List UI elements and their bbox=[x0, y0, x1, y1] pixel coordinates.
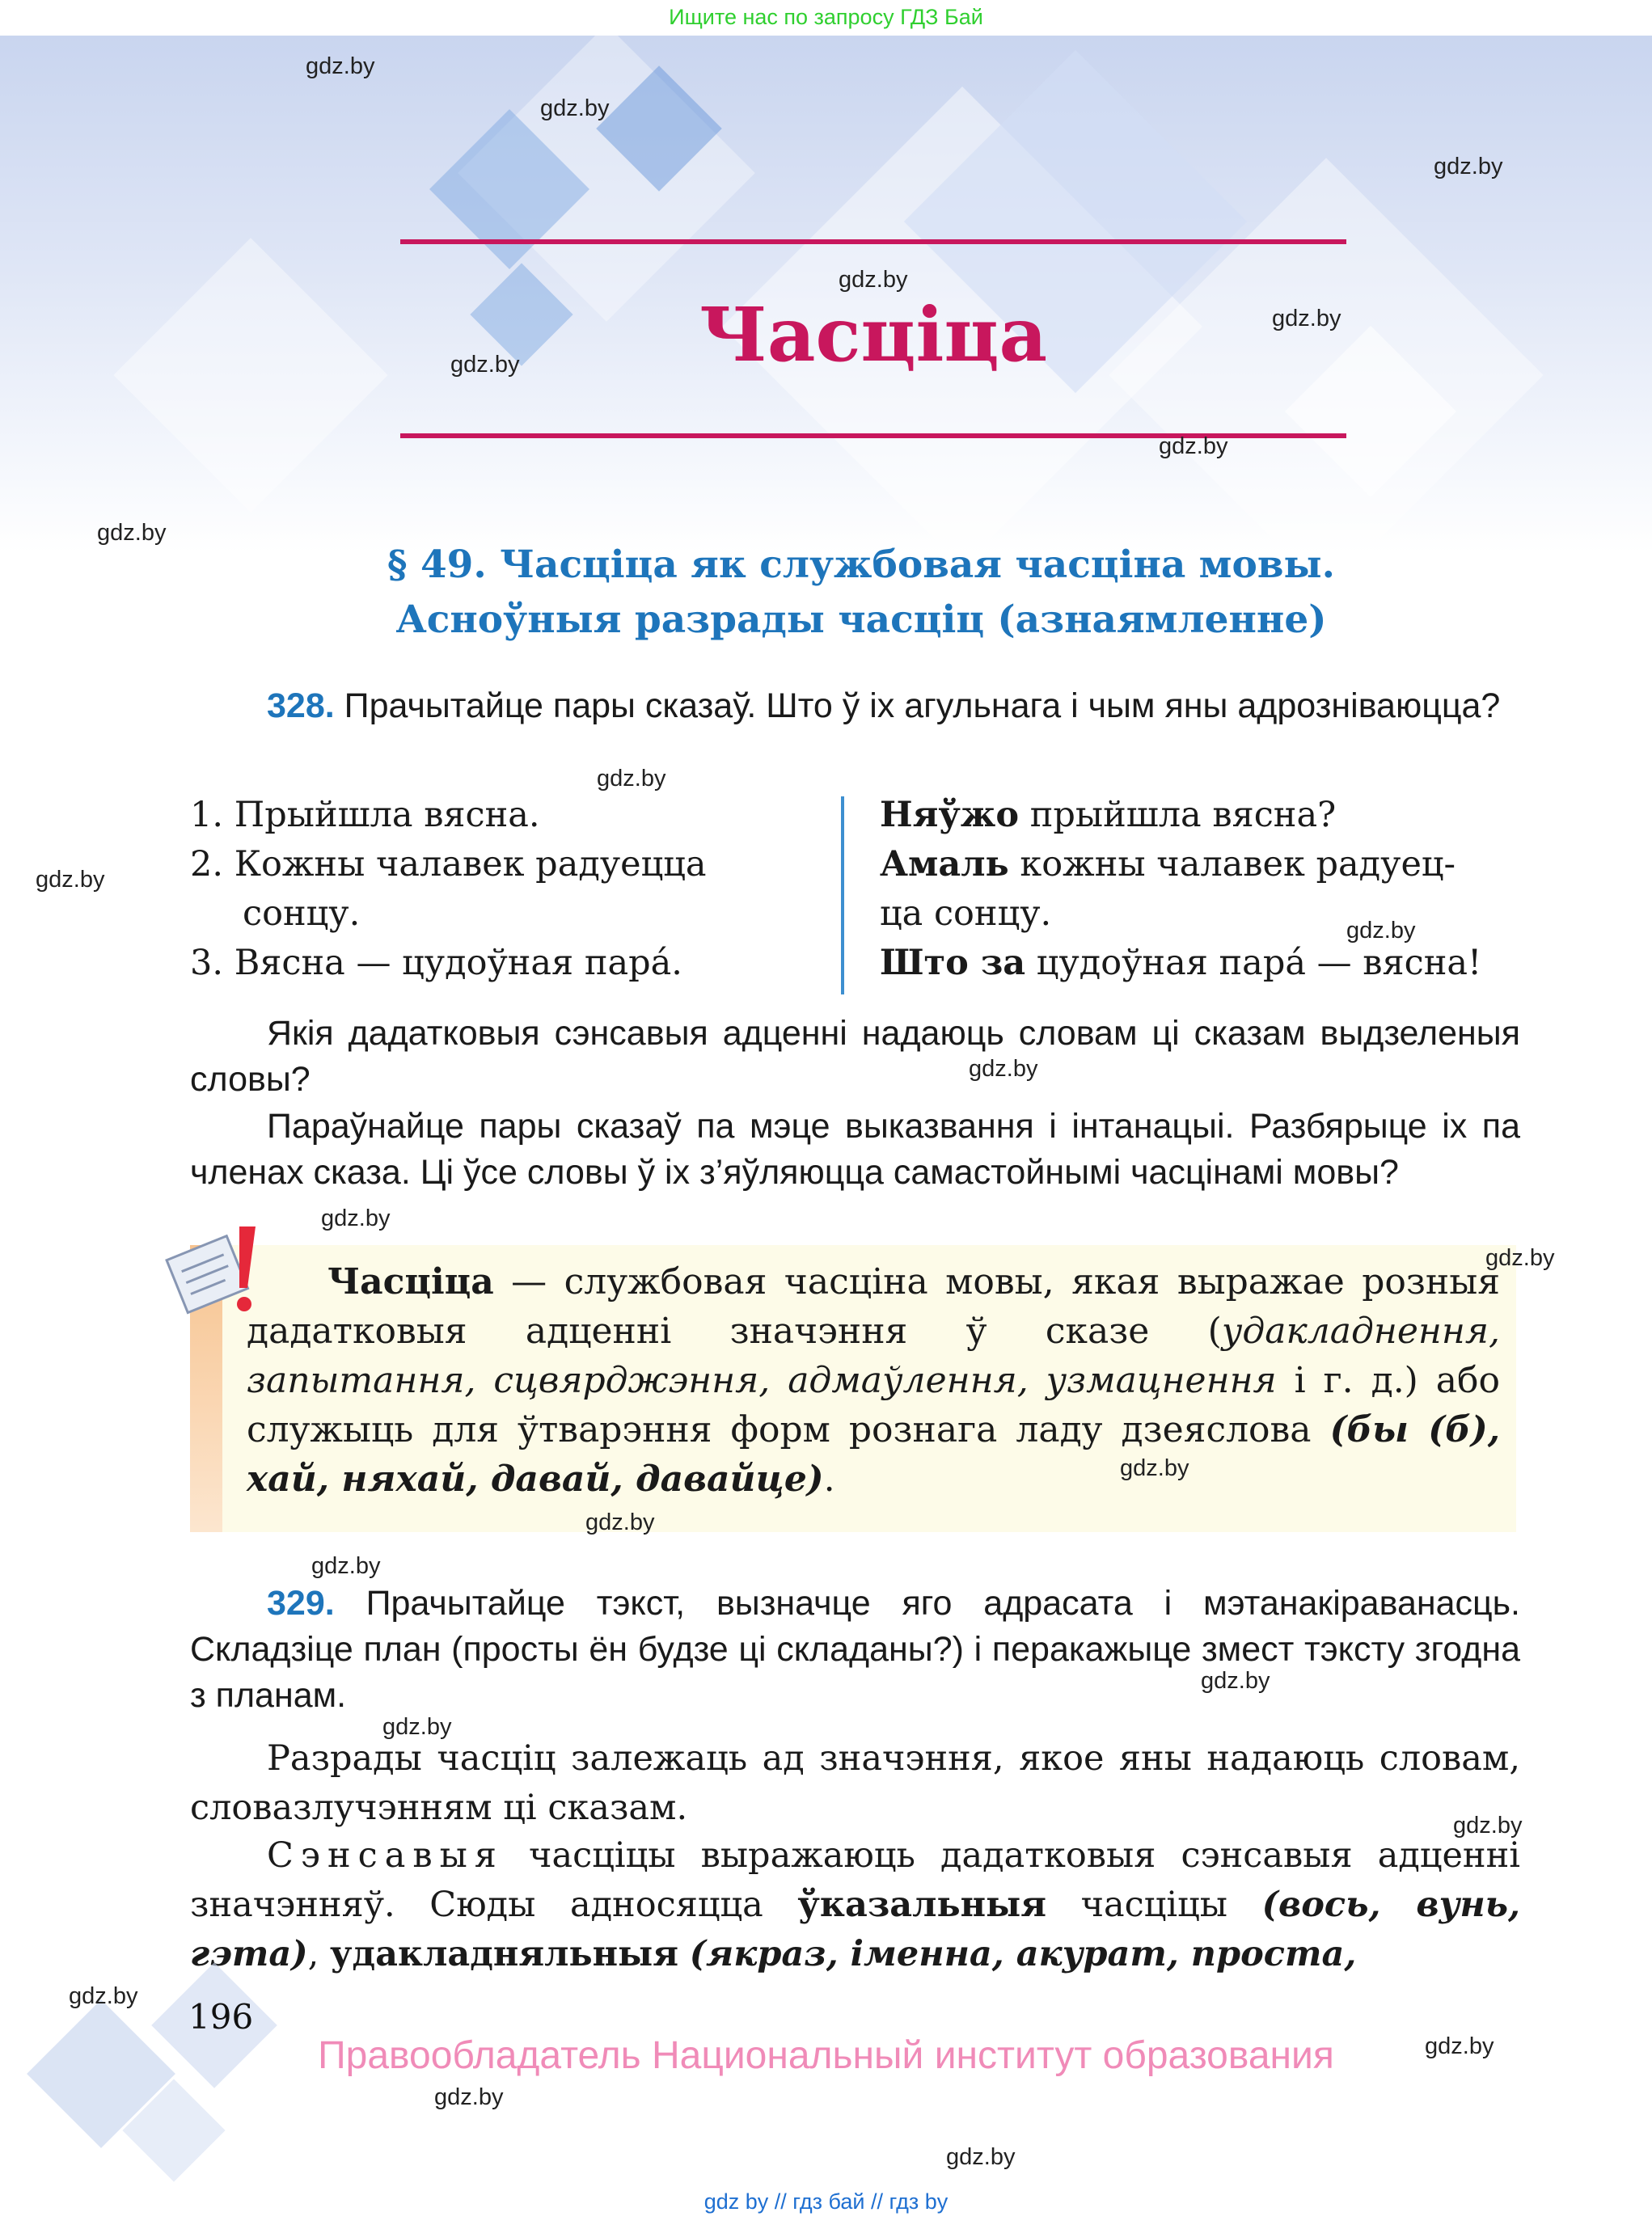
list-item-text: цудоўная пара́ — вясна! bbox=[1025, 943, 1482, 983]
footer-links[interactable]: gdz by // гдз бай // гдз by bbox=[703, 2189, 949, 2214]
watermark: gdz.by bbox=[597, 766, 666, 792]
exercise-328-question-2: Параўнайце пары сказаў па мэце выказвання і інтанацыі. Разбярыце іх па членах сказа. Ці ўсе словы ў іх з’яўляюцца самастойнымі часцінамі мовы? bbox=[190, 1107, 1520, 1192]
spaced-term: Сэнсавыя bbox=[267, 1835, 504, 1876]
watermark: gdz.by bbox=[69, 1983, 138, 2009]
list-item-text: ца сонцу. bbox=[880, 893, 1052, 934]
paragraph-text: , bbox=[307, 1934, 330, 1974]
rule-end: . bbox=[823, 1459, 835, 1500]
watermark: gdz.by bbox=[97, 520, 167, 546]
page-number: 196 bbox=[188, 1997, 254, 2037]
watermark: gdz.by bbox=[450, 352, 520, 378]
list-item bbox=[880, 791, 1527, 840]
list-item bbox=[880, 939, 1527, 988]
watermark: gdz.by bbox=[311, 1553, 381, 1579]
watermark: gdz.by bbox=[1120, 1455, 1189, 1481]
paragraph-text bbox=[678, 1934, 690, 1974]
rule-text-1: — службовая часціна мовы, якая выражае розныя дадатковыя адценні значэння ў сказе ( bbox=[247, 1261, 1500, 1352]
chapter-title: Часціца bbox=[699, 291, 1048, 378]
section-title bbox=[243, 538, 1480, 648]
watermark: gdz.by bbox=[1346, 918, 1416, 944]
list-item-text: кожны чалавек радуец- bbox=[1008, 844, 1456, 885]
watermark: gdz.by bbox=[36, 867, 105, 893]
exercise-328-right-column bbox=[880, 791, 1527, 988]
section-title-line-2: Асноўныя разрады часціц (азнаямленне) bbox=[395, 597, 1327, 642]
watermark: gdz.by bbox=[434, 2084, 504, 2110]
list-item: 1. Прыйшла вясна. bbox=[190, 795, 540, 835]
watermark: gdz.by bbox=[1159, 433, 1228, 459]
rule-term: Часціца bbox=[327, 1261, 494, 1302]
list-item-text: прыйшла вясна? bbox=[1019, 795, 1337, 835]
exercise-329-prompt bbox=[190, 1581, 1520, 1719]
watermark: gdz.by bbox=[1434, 154, 1503, 179]
list-item: сонцу. bbox=[243, 893, 361, 934]
copyright-notice: Правообладатель Национальный институт образования bbox=[318, 2034, 1334, 2077]
top-banner[interactable]: Ищите нас по запросу ГДЗ Бай bbox=[669, 5, 983, 29]
rule-text-2: і г. д.) або служыць для ўтварэння форм рознага ладу дзеяслова bbox=[247, 1360, 1500, 1450]
watermark: gdz.by bbox=[321, 1205, 391, 1231]
rule-definition bbox=[247, 1257, 1500, 1504]
watermark: gdz.by bbox=[1201, 1668, 1270, 1694]
exercise-328-text: Прачытайце пары сказаў. Што ў іх агульнага і чым яны адрозніваюцца? bbox=[344, 686, 1501, 725]
exercise-329-text: Прачытайце тэкст, вызначце яго адрасата і мэтанакіраванасць. Складзіце план (просты ён будзе ці складаны?) і перакажыце змест тэксту згодна з планам. bbox=[190, 1584, 1521, 1715]
rule-examples-1: удакладнення, запытання, сцвярджэння, адмаўлення, узмацнення bbox=[247, 1311, 1500, 1401]
list-item: 3. Вясна — цудоўная пара́. bbox=[190, 943, 682, 983]
exercise-number: 329. bbox=[267, 1584, 335, 1623]
bold-term: удакладняльныя bbox=[329, 1934, 679, 1974]
watermark: gdz.by bbox=[1272, 306, 1341, 331]
watermark: gdz.by bbox=[839, 267, 908, 293]
exercise-328-left-column bbox=[190, 791, 829, 988]
list-item bbox=[880, 840, 1527, 889]
paragraph-text: часціцы bbox=[1046, 1885, 1262, 1925]
highlighted-word: Амаль bbox=[880, 844, 1009, 885]
watermark: gdz.by bbox=[382, 1714, 452, 1740]
watermark: gdz.by bbox=[306, 53, 375, 79]
exercise-number: 328. bbox=[267, 686, 335, 725]
column-divider bbox=[841, 796, 844, 994]
exercise-328-question-1: Якія дадатковыя сэнсавыя адценні надаюць словам ці сказам выдзеленыя словы? bbox=[190, 1014, 1520, 1099]
highlighted-word: Што за bbox=[880, 943, 1026, 983]
title-top-rule bbox=[400, 239, 1346, 244]
watermark: gdz.by bbox=[1453, 1813, 1523, 1839]
watermark: gdz.by bbox=[1425, 2033, 1494, 2059]
examples: (якраз, іменна, акурат, проста, bbox=[689, 1934, 1357, 1974]
list-item bbox=[880, 889, 1527, 939]
exercise-328-prompt bbox=[190, 683, 1520, 729]
watermark: gdz.by bbox=[969, 1056, 1038, 1082]
bold-term: ўказальныя bbox=[797, 1885, 1046, 1925]
rule-examples-2: (бы (б), хай, няхай, давай, давайце) bbox=[247, 1409, 1501, 1500]
list-item: 2. Кожны чалавек радуецца bbox=[190, 844, 707, 885]
examples: (вось, вунь, гэта) bbox=[190, 1885, 1521, 1974]
section-title-line-1: § 49. Часціца як службовая часціна мовы. bbox=[387, 543, 1335, 587]
exercise-329-paragraph-1: Разрады часціц залежаць ад значэння, якое яны надаюць словам, словазлучэнням ці сказам. bbox=[190, 1738, 1520, 1828]
watermark: gdz.by bbox=[1485, 1245, 1555, 1271]
highlighted-word: Няўжо bbox=[880, 795, 1020, 835]
paragraph-text: часціцы выражаюць дадатковыя сэнсавыя адценні значэнняў. Сюды адносяцца bbox=[190, 1835, 1520, 1925]
watermark: gdz.by bbox=[585, 1509, 655, 1535]
watermark: gdz.by bbox=[540, 95, 610, 121]
watermark: gdz.by bbox=[946, 2144, 1016, 2170]
